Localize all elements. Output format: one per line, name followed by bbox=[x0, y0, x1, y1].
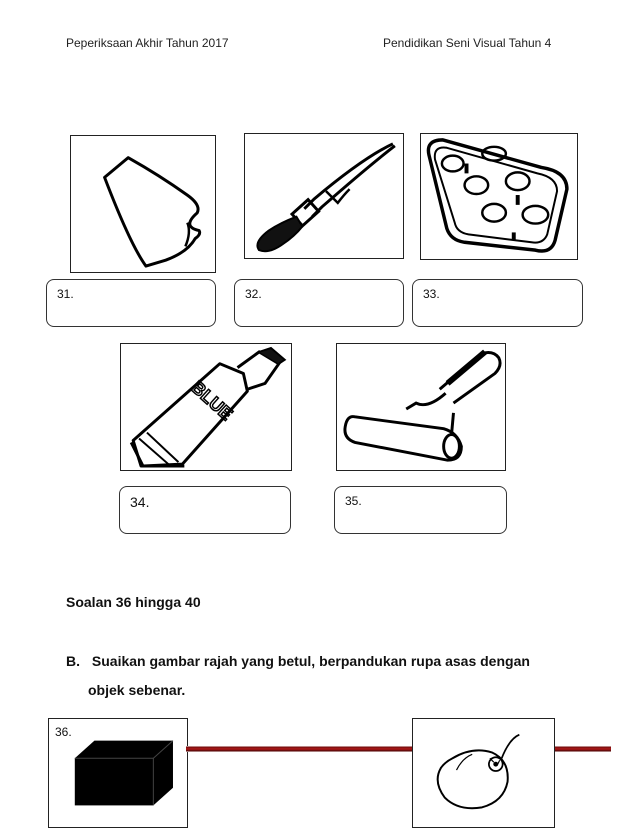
picture-brush bbox=[244, 133, 404, 259]
answer-box-33[interactable] bbox=[412, 279, 583, 327]
paintbrush-icon bbox=[245, 134, 403, 258]
header-right: Pendidikan Seni Visual Tahun 4 bbox=[383, 36, 552, 50]
question-number: 32. bbox=[245, 287, 262, 301]
paint-roller-icon bbox=[337, 344, 505, 470]
question-36-object-box bbox=[412, 718, 555, 828]
cuboid-icon bbox=[49, 719, 187, 827]
header-left: Peperiksaan Akhir Tahun 2017 bbox=[66, 36, 229, 50]
paint-tube-icon bbox=[121, 344, 291, 470]
picture-paper bbox=[70, 135, 216, 273]
matching-line-right bbox=[555, 746, 611, 752]
question-36-shape-box bbox=[48, 718, 188, 828]
paint-palette-icon bbox=[421, 134, 577, 259]
answer-box-31[interactable] bbox=[46, 279, 216, 327]
question-number: 34. bbox=[130, 494, 150, 510]
question-number: 35. bbox=[345, 494, 362, 508]
section-label: B. bbox=[66, 653, 80, 669]
paper-sheet-icon bbox=[71, 136, 215, 272]
answer-box-35[interactable] bbox=[334, 486, 507, 534]
question-number: 36. bbox=[55, 725, 72, 739]
instruction-text-1: Suaikan gambar rajah yang betul, berpandukan rupa asas dengan bbox=[91, 653, 530, 669]
answer-box-34[interactable] bbox=[119, 486, 291, 534]
picture-tube bbox=[120, 343, 292, 471]
instruction-line-2: objek sebenar. bbox=[88, 682, 186, 698]
question-number: 31. bbox=[57, 287, 74, 301]
picture-palette bbox=[420, 133, 578, 260]
question-number: 33. bbox=[423, 287, 440, 301]
picture-roller bbox=[336, 343, 506, 471]
matching-line bbox=[186, 746, 412, 752]
section-heading: Soalan 36 hingga 40 bbox=[66, 594, 201, 610]
lime-fruit-icon bbox=[413, 719, 554, 827]
tube-label: BLUE bbox=[187, 377, 237, 425]
answer-box-32[interactable] bbox=[234, 279, 404, 327]
instruction-line-1 bbox=[66, 647, 530, 676]
